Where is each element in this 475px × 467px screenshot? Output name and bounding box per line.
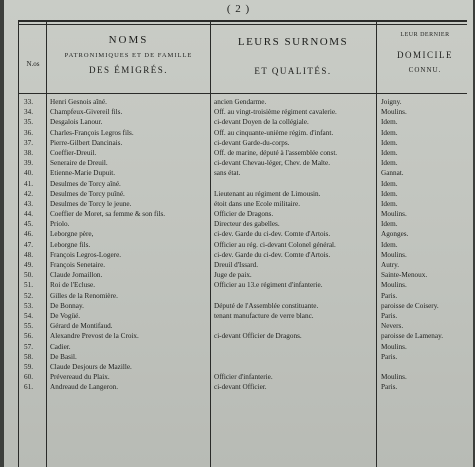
row-number: 44. <box>24 210 33 219</box>
emigre-name: Gérard de Montifaud. <box>50 322 113 331</box>
emigre-qualite: Off. au vingt-troisième régiment cavalerie. <box>214 108 337 117</box>
emigre-domicile: Moulins. <box>381 281 407 290</box>
table-row <box>4 372 473 382</box>
header-domicile-title: DOMICILE <box>397 50 453 60</box>
table-row <box>4 260 473 270</box>
emigre-domicile: Paris. <box>381 383 398 392</box>
emigre-name: Desulmes de Torcy le jeune. <box>50 199 132 208</box>
emigre-domicile: Paris. <box>381 352 398 361</box>
emigre-domicile: Idem. <box>381 189 398 198</box>
emigre-domicile: Moulins. <box>381 250 407 259</box>
emigre-name: Prévereaud du Plaix. <box>50 373 110 382</box>
emigre-domicile: Moulins. <box>381 373 407 382</box>
row-number: 37. <box>24 138 33 147</box>
emigre-qualite: Officier au 13.e régiment d'infanterie. <box>214 281 323 290</box>
emigre-name: Leborgne fils. <box>50 240 91 249</box>
row-number: 36. <box>24 128 33 137</box>
table-row <box>4 148 473 158</box>
emigre-name: Coeffier de Moret, sa femme & son fils. <box>50 210 166 219</box>
emigre-name: Roi de l'Ecluse. <box>50 281 96 290</box>
emigre-domicile: Sainte-Menoux. <box>381 271 428 280</box>
table-row <box>4 168 473 178</box>
emigre-domicile: Idem. <box>381 148 398 157</box>
table-row <box>4 301 473 311</box>
table-row <box>4 382 473 392</box>
emigre-domicile: Moulins. <box>381 108 407 117</box>
emigre-name: Champfeux-Givereil fils. <box>50 108 123 117</box>
emigre-qualite: tenant manufacture de verre blanc. <box>214 311 314 320</box>
table-row <box>4 291 473 301</box>
row-number: 35. <box>24 118 33 127</box>
table-row <box>4 158 473 168</box>
row-number: 45. <box>24 220 33 229</box>
emigre-name: François Legros-Logere. <box>50 250 122 259</box>
row-number: 41. <box>24 179 33 188</box>
emigre-qualite: ci-devant Officier. <box>214 383 267 392</box>
row-number: 46. <box>24 230 33 239</box>
row-number: 53. <box>24 301 33 310</box>
table-row <box>4 229 473 239</box>
header-number: N.os <box>26 60 40 68</box>
table-row <box>4 362 473 372</box>
table-row <box>4 189 473 199</box>
emigre-domicile: Idem. <box>381 118 398 127</box>
emigre-name: Priolo. <box>50 220 70 229</box>
header-domicile-leur: LEUR DERNIER <box>400 32 450 38</box>
emigre-domicile: paroisse de Lamenay. <box>381 332 443 341</box>
table-row <box>4 240 473 250</box>
row-number: 40. <box>24 169 33 178</box>
row-number: 50. <box>24 271 33 280</box>
emigre-qualite: ci-devant Chevau-léger, Chev. de Malte. <box>214 159 330 168</box>
emigre-qualite: Officier de Dragons. <box>214 210 274 219</box>
row-number: 39. <box>24 159 33 168</box>
table-row <box>4 270 473 280</box>
top-rule-thin <box>18 24 467 25</box>
emigre-name: Henri Gesnois aîné. <box>50 98 107 106</box>
emigre-qualite: Juge de paix. <box>214 271 252 280</box>
emigre-domicile: Idem. <box>381 220 398 229</box>
row-number: 58. <box>24 352 33 361</box>
header-names-subtitle: PATRONIMIQUES ET DE FAMILLE <box>64 52 193 59</box>
emigre-domicile: Idem. <box>381 138 398 147</box>
emigre-name: Leborgne père, <box>50 230 94 239</box>
emigre-name: De Basil. <box>50 352 77 361</box>
row-number: 61. <box>24 383 33 392</box>
row-number: 54. <box>24 311 33 320</box>
page-number: ( 2 ) <box>226 3 251 15</box>
table-row <box>4 199 473 209</box>
row-number: 48. <box>24 250 33 259</box>
emigre-name: Andreaud de Langeron. <box>50 383 119 392</box>
table-row <box>4 280 473 290</box>
emigre-qualite: ancien Gendarme. <box>214 98 267 106</box>
header-surnoms-title: LEURS SURNOMS <box>237 36 349 48</box>
emigre-name: François Senetaire. <box>50 261 106 269</box>
emigre-name: Alexandre Prevost de la Croix. <box>50 332 139 341</box>
header-names-title: NOMS <box>108 34 149 46</box>
header-surnoms-subtitle: ET QUALITÉS. <box>254 66 332 76</box>
emigre-name: Claude Jomaillon. <box>50 271 103 280</box>
top-rule <box>18 20 467 22</box>
table-row <box>4 138 473 148</box>
table-row <box>4 209 473 219</box>
table-row <box>4 321 473 331</box>
emigre-name: Charles-François Legros fils. <box>50 128 134 137</box>
header-domicile <box>377 32 473 74</box>
header-bottom-rule <box>18 93 467 94</box>
emigre-domicile: Idem. <box>381 179 398 188</box>
table-row <box>4 342 473 352</box>
emigre-name: De Bonnay. <box>50 301 84 310</box>
emigre-domicile: Agonges. <box>381 230 409 239</box>
header-surnoms <box>211 36 375 76</box>
emigre-name: Desulmes de Torcy puîné. <box>50 189 125 198</box>
emigre-domicile: Paris. <box>381 311 398 320</box>
emigre-name: Desulmes de Torcy aîné. <box>50 179 121 188</box>
emigre-qualite: Député de l'Assemblée constituante. <box>214 301 319 310</box>
emigre-name: Claude Desjours de Mazille. <box>50 362 132 371</box>
row-number: 57. <box>24 342 33 351</box>
emigre-domicile: Idem. <box>381 240 398 249</box>
emigre-qualite: Off. de marine, député à l'assemblée const. <box>214 148 338 157</box>
table-row <box>4 179 473 189</box>
emigre-name: Seneraire de Dreuil. <box>50 159 108 168</box>
emigre-name: De Vogüé. <box>50 311 81 320</box>
emigres-table-body <box>4 97 473 392</box>
header-names <box>48 34 209 75</box>
row-number: 51. <box>24 281 33 290</box>
emigre-qualite: Officier d'infanterie. <box>214 373 273 382</box>
row-number: 34. <box>24 108 33 117</box>
emigre-name: Gilles de la Renomière. <box>50 291 118 300</box>
header-domicile-connu: CONNU. <box>408 66 442 74</box>
row-number: 33. <box>24 98 33 106</box>
emigre-name: Cadier. <box>50 342 71 351</box>
emigre-qualite: étoit dans une Ecole militaire. <box>214 199 301 208</box>
emigre-domicile: Moulins. <box>381 342 407 351</box>
emigre-domicile: Idem. <box>381 159 398 168</box>
row-number: 43. <box>24 199 33 208</box>
emigre-name: Pierre-Gilbert Dancinais. <box>50 138 123 147</box>
row-number: 55. <box>24 322 33 331</box>
header-names-emigres: DES ÉMIGRÉS. <box>88 65 168 75</box>
table-row <box>4 331 473 341</box>
row-number: 52. <box>24 291 33 300</box>
emigre-qualite: ci-devant Officier de Dragons. <box>214 332 302 341</box>
emigre-domicile: Paris. <box>381 291 398 300</box>
row-number: 60. <box>24 373 33 382</box>
emigre-name: Etienne-Marie Dupuit. <box>50 169 116 178</box>
table-row <box>4 311 473 321</box>
emigre-name: Desgalois Lanour. <box>50 118 103 127</box>
row-number: 56. <box>24 332 33 341</box>
emigre-qualite: Dreuil d'Issard. <box>214 261 259 269</box>
table-row <box>4 117 473 127</box>
emigre-domicile: Nevers. <box>381 322 404 331</box>
emigre-qualite: sans état. <box>214 169 241 178</box>
row-number: 47. <box>24 240 33 249</box>
emigre-qualite: Lieutenant au régiment de Limousin. <box>214 189 321 198</box>
emigre-name: Coeffier-Dreuil. <box>50 148 97 157</box>
row-number: 38. <box>24 148 33 157</box>
emigre-qualite: Off. au cinquante-unième régim. d'infant. <box>214 128 334 137</box>
document-page <box>4 0 473 467</box>
table-row <box>4 250 473 260</box>
emigre-domicile: Idem. <box>381 199 398 208</box>
table-row <box>4 128 473 138</box>
emigre-qualite: Officier au rég. ci-devant Colonel général. <box>214 240 336 249</box>
emigre-qualite: ci-dev. Garde du ci-dev. Comte d'Artois. <box>214 230 331 239</box>
emigre-qualite: ci-devant Garde-du-corps. <box>214 138 290 147</box>
emigre-domicile: Autry. <box>381 261 400 269</box>
emigre-domicile: Moulins. <box>381 210 407 219</box>
row-number: 49. <box>24 261 33 269</box>
emigre-domicile: paroisse de Coisery. <box>381 301 439 310</box>
row-number: 59. <box>24 362 33 371</box>
emigre-domicile: Gannat. <box>381 169 404 178</box>
row-number: 42. <box>24 189 33 198</box>
table-row <box>4 219 473 229</box>
table-row <box>4 352 473 362</box>
emigre-domicile: Idem. <box>381 128 398 137</box>
table-row <box>4 107 473 117</box>
emigre-domicile: Joigny. <box>381 98 402 106</box>
emigre-qualite: ci-dev. Garde du ci-dev. Comte d'Artois. <box>214 250 331 259</box>
emigre-qualite: ci-devant Doyen de la collégiale. <box>214 118 309 127</box>
emigre-qualite: Directeur des gabelles. <box>214 220 280 229</box>
table-row <box>4 97 473 107</box>
